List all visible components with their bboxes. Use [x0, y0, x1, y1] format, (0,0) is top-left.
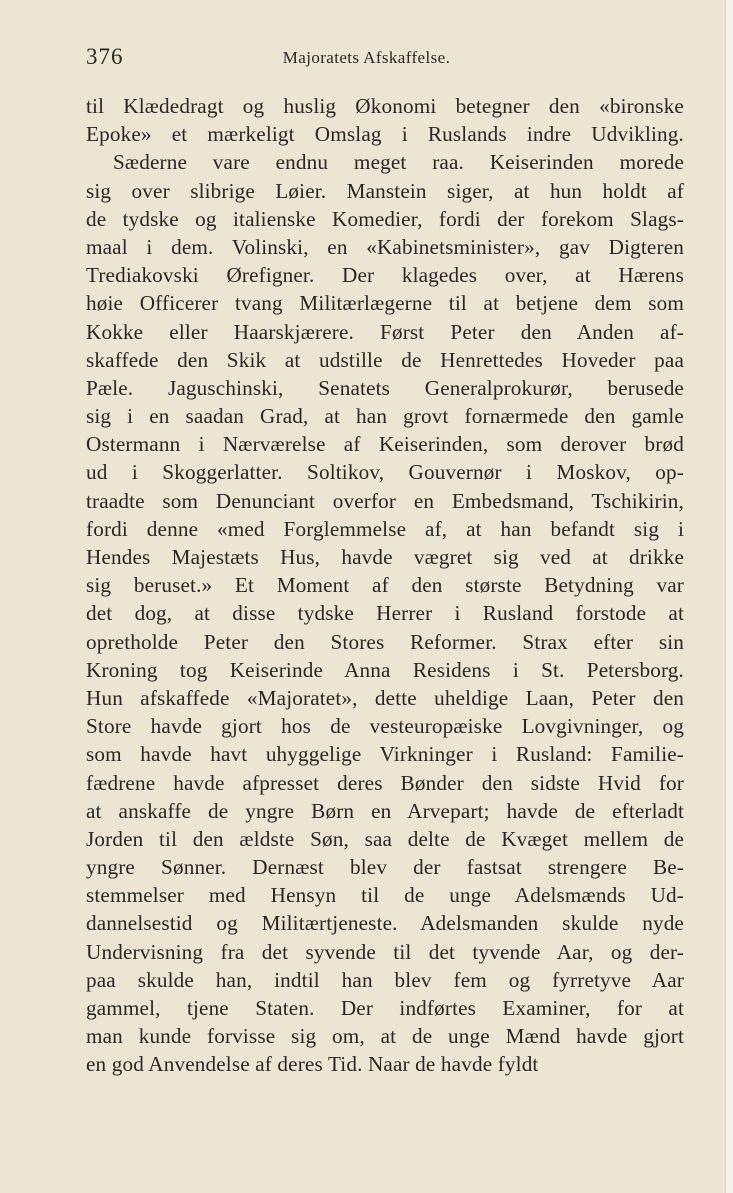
page-edge	[725, 0, 733, 1193]
text-line: som havde havt uhyggelige Virkninger i Rusland: Familie-	[86, 742, 684, 767]
text-line: fædrene havde afpresset deres Bønder den sidste Hvid for	[86, 770, 684, 795]
text-line: fordi denne «med Forglemmelse af, at han befandt sig i	[86, 516, 684, 541]
text-line: Ostermann i Nærværelse af Keiserinden, som derover brød	[86, 432, 684, 457]
text-line: Kroning tog Keiserinde Anna Residens i St. Petersborg.	[86, 657, 684, 682]
text-line: gammel, tjene Staten. Der indførtes Examiner, for at	[86, 996, 684, 1020]
text-line: sig i en saadan Grad, at han grovt fornærmede den gamle	[86, 404, 684, 429]
text-line: yngre Sønner. Dernæst blev der fastsat strengere Be-	[86, 855, 684, 880]
page-number: 376	[86, 44, 124, 69]
text-line: Undervisning fra det syvende til det tyvende Aar, og der-	[86, 939, 684, 964]
text-line: høie Officerer tvang Militærlægerne til at betjene dem som	[86, 291, 684, 316]
text-line: sig over slibrige Løier. Manstein siger, at hun holdt af	[86, 178, 684, 203]
text-line: Pæle. Jaguschinski, Senatets Generalprokurør, berusede	[86, 375, 684, 400]
running-title: Majoratets Afskaffelse.	[282, 48, 451, 67]
body-text	[86, 92, 684, 1079]
text-line: Sæderne vare endnu meget raa. Keiserinden morede	[113, 150, 684, 175]
text-line: opretholde Peter den Stores Reformer. Strax efter sin	[86, 629, 684, 654]
text-line: Hendes Majestæts Hus, havde vægret sig ved at drikke	[86, 545, 684, 569]
text-line: dannelsestid og Militærtjeneste. Adelsmanden skulde nyde	[86, 911, 684, 936]
text-line: sig beruset.» Et Moment af den største Betydning var	[86, 573, 684, 598]
text-line: at anskaffe de yngre Børn en Arvepart; havde de efterladt	[86, 798, 684, 823]
text-line: til Klædedragt og huslig Økonomi betegner den «bironske	[86, 94, 684, 118]
text-line: ud i Skoggerlatter. Soltikov, Gouvernør i Moskov, op-	[86, 460, 684, 485]
text-line: maal i dem. Volinski, en «Kabinetsminister», gav Digteren	[86, 234, 684, 259]
text-line: stemmelser med Hensyn til de unge Adelsmænds Ud-	[86, 883, 684, 908]
text-line: Jorden til den ældste Søn, saa delte de Kvæget mellem de	[86, 826, 684, 851]
text-line: Trediakovski Ørefigner. Der klagedes over, at Hærens	[86, 263, 684, 288]
text-line: traadte som Denunciant overfor en Embedsmand, Tschikirin,	[86, 488, 684, 513]
text-line: Hun afskaffede «Majoratet», dette uheldige Laan, Peter den	[86, 685, 684, 710]
text-line: Kokke eller Haarskjærere. Først Peter den Anden af-	[86, 319, 684, 344]
text-line: de tydske og italienske Komedier, fordi der forekom Slags-	[86, 206, 684, 231]
text-line: en god Anvendelse af deres Tid. Naar de havde fyldt	[86, 1052, 539, 1077]
text-line: Store havde gjort hos de vesteuropæiske Lovgivninger, og	[86, 714, 684, 739]
text-line: paa skulde han, indtil han blev fem og fyrretyve Aar	[86, 967, 684, 992]
text-line: man kunde forvisse sig om, at de unge Mænd havde gjort	[86, 1024, 684, 1049]
text-line: Epoke» et mærkeligt Omslag i Ruslands indre Udvikling.	[86, 122, 684, 147]
text-line: det dog, at disse tydske Herrer i Rusland forstode at	[86, 601, 684, 626]
text-line: skaffede den Skik at udstille de Henrettedes Hoveder paa	[86, 347, 684, 372]
